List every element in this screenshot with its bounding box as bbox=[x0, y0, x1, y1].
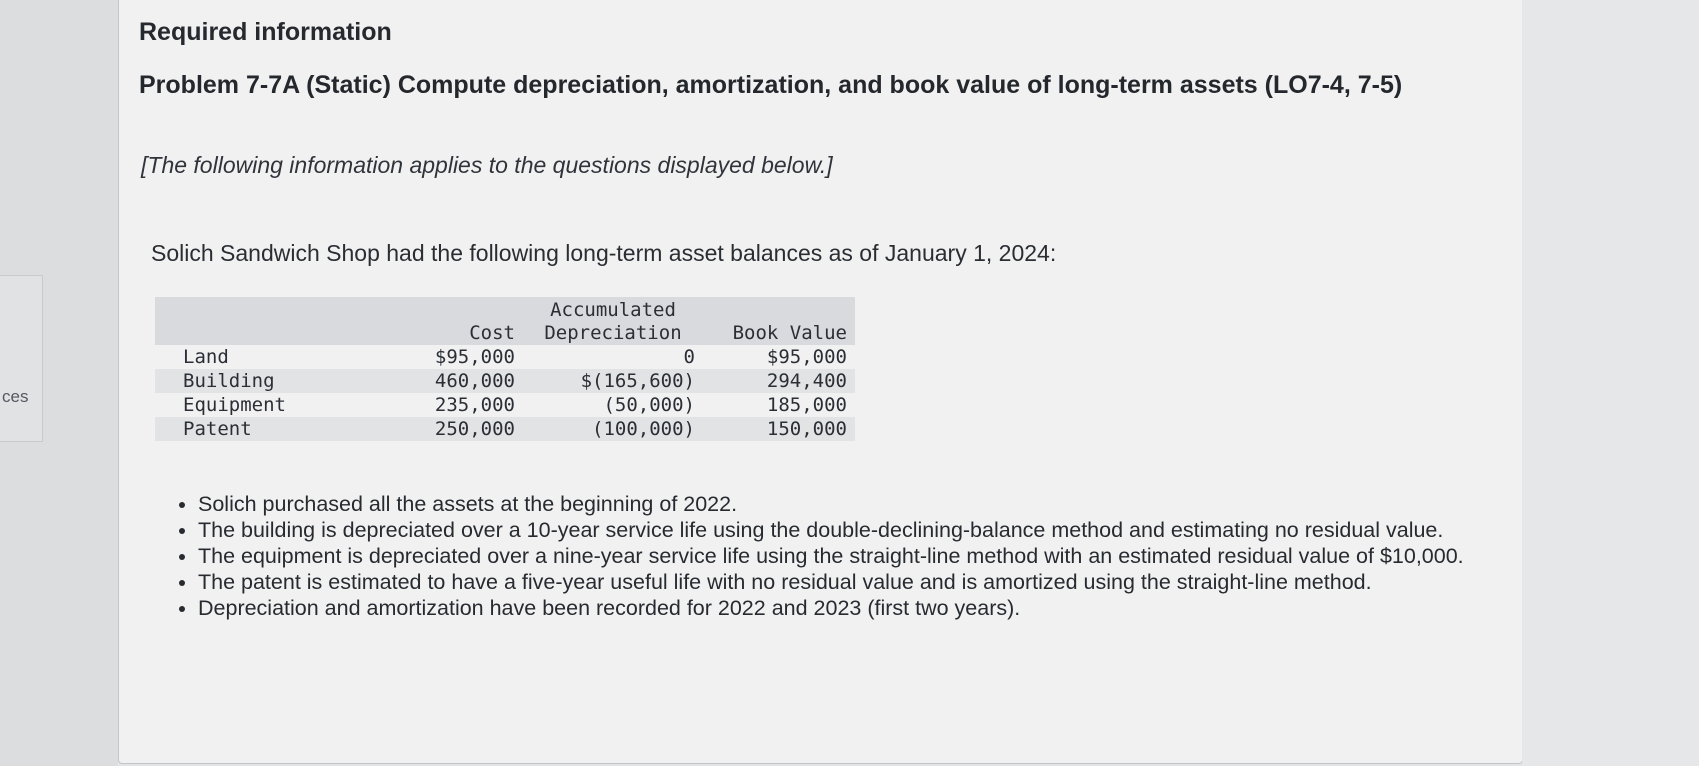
row-accumulated: 0 bbox=[683, 346, 695, 368]
row-asset-name: Patent bbox=[155, 417, 371, 441]
header-cost-label: Cost bbox=[469, 322, 515, 344]
header-asset bbox=[155, 297, 371, 345]
list-item: • The equipment is depreciated over a nine-year service life using the straight-line method with an estimated residual value of $10,000. bbox=[198, 543, 1498, 569]
row-asset-name: Building bbox=[155, 369, 371, 393]
row-accumulated: (50,000) bbox=[603, 394, 695, 416]
row-cost: 250,000 bbox=[371, 417, 523, 441]
row-cost: 460,000 bbox=[371, 369, 523, 393]
row-book-value: $95,000 bbox=[766, 346, 847, 368]
table-header-row bbox=[155, 297, 855, 345]
header-book-value-label: Book Value bbox=[732, 322, 847, 344]
row-accumulated: (100,000) bbox=[523, 417, 703, 441]
header-accumulated-line1: Accumulated bbox=[550, 299, 676, 321]
row-cost: $95,000 bbox=[434, 346, 515, 368]
asset-balances-table bbox=[155, 297, 855, 441]
right-margin bbox=[1522, 0, 1699, 766]
row-cost: 235,000 bbox=[434, 394, 515, 416]
list-item: • Depreciation and amortization have been recorded for 2022 and 2023 (first two years). bbox=[198, 595, 1498, 621]
row-asset-name: Land bbox=[183, 346, 229, 368]
table-row bbox=[155, 393, 855, 417]
header-cost bbox=[371, 297, 523, 345]
row-book-value: 150,000 bbox=[703, 417, 855, 441]
list-item: • The building is depreciated over a 10-year service life using the double-declining-balance method and estimating no residual value. bbox=[198, 517, 1498, 543]
row-asset-name: Equipment bbox=[183, 394, 286, 416]
list-item: • The patent is estimated to have a five-year useful life with no residual value and is amortized using the straight-line method. bbox=[198, 569, 1498, 595]
problem-title: Problem 7-7A (Static) Compute depreciation, amortization, and book value of long-term assets (LO7-4, 7-5) bbox=[139, 71, 1403, 99]
list-item: • Solich purchased all the assets at the beginning of 2022. bbox=[198, 491, 1498, 517]
table-row bbox=[155, 345, 855, 369]
table-row bbox=[155, 369, 855, 393]
sidebar-tab[interactable] bbox=[0, 275, 43, 442]
row-accumulated: $(165,600) bbox=[523, 369, 703, 393]
header-accumulated-depreciation bbox=[523, 297, 703, 345]
intro-note: [The following information applies to the questions displayed below.] bbox=[141, 152, 833, 178]
row-book-value: 185,000 bbox=[766, 394, 847, 416]
lead-text: Solich Sandwich Shop had the following long-term asset balances as of January 1, 2024: bbox=[151, 240, 1057, 266]
header-book-value bbox=[703, 297, 855, 345]
sidebar-label[interactable]: ces bbox=[2, 387, 29, 406]
header-accumulated-line2: Depreciation bbox=[544, 322, 682, 344]
row-book-value: 294,400 bbox=[703, 369, 855, 393]
required-information-heading: Required information bbox=[139, 18, 392, 46]
assumptions-list bbox=[178, 491, 1498, 621]
table-row bbox=[155, 417, 855, 441]
